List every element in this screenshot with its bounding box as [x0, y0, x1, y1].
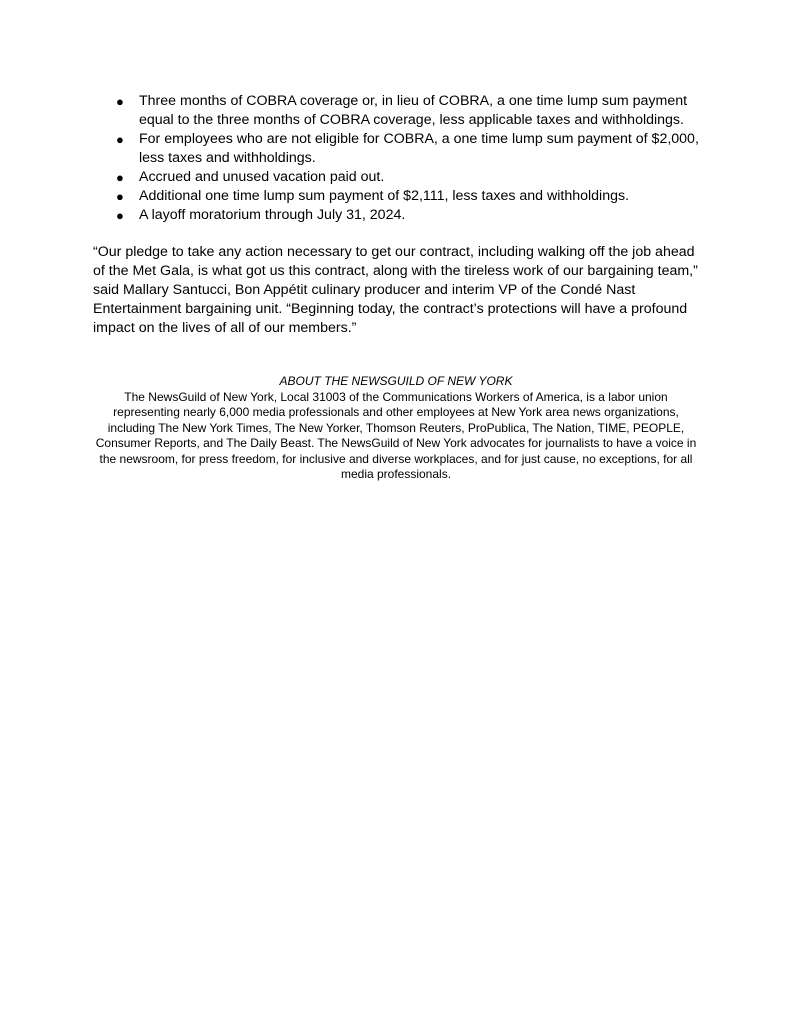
- list-item: [115, 187, 705, 206]
- benefits-list: [115, 92, 705, 225]
- quote-paragraph: “Our pledge to take any action necessary to get our contract, including walking off the job ahead of the Met Gala, is what got us this contract, along with the tireless work of our bargaining team,” said Mallary Santucci, Bon Appétit culinary producer and interim VP of the Condé Nast Entertainment bargaining unit. “Beginning today, the contract’s protections will have a profound impact on the lives of all of our members.”: [93, 244, 698, 336]
- list-item: [115, 130, 705, 168]
- list-item: [115, 92, 705, 130]
- list-item-text: Three months of COBRA coverage or, in lieu of COBRA, a one time lump sum payment equal to the three months of COBRA coverage, less applicable taxes and withholdings.: [139, 93, 688, 128]
- list-item-text: A layoff moratorium through July 31, 2024.: [139, 207, 406, 223]
- bullet-icon: ●: [116, 94, 124, 109]
- about-body: The NewsGuild of New York, Local 31003 of the Communications Workers of America, is a labor union representing nearly 6,000 media professionals and other employees at New York area news organizations, including The New York Times, The New Yorker, Thomson Reuters, ProPublica, The Nation, TIME, PEOPLE, Consumer Reports, and The Daily Beast. The NewsGuild of New York advocates for journalists to have a voice in the newsroom, for press freedom, for inclusive and diverse workplaces, and for just cause, no exceptions, for all media professionals.: [95, 390, 697, 482]
- bullet-icon: ●: [116, 170, 124, 185]
- list-item: [115, 168, 705, 187]
- bullet-icon: ●: [116, 208, 124, 223]
- list-item-text: Additional one time lump sum payment of $2,111, less taxes and withholdings.: [139, 188, 630, 204]
- about-heading: ABOUT THE NEWSGUILD OF NEW YORK: [279, 374, 513, 388]
- list-item-text: Accrued and unused vacation paid out.: [139, 169, 385, 185]
- list-item-text: For employees who are not eligible for COBRA, a one time lump sum payment of $2,000, less taxes and withholdings.: [139, 131, 699, 166]
- list-item: [115, 206, 705, 225]
- bullet-icon: ●: [116, 189, 124, 204]
- bullet-icon: ●: [116, 132, 124, 147]
